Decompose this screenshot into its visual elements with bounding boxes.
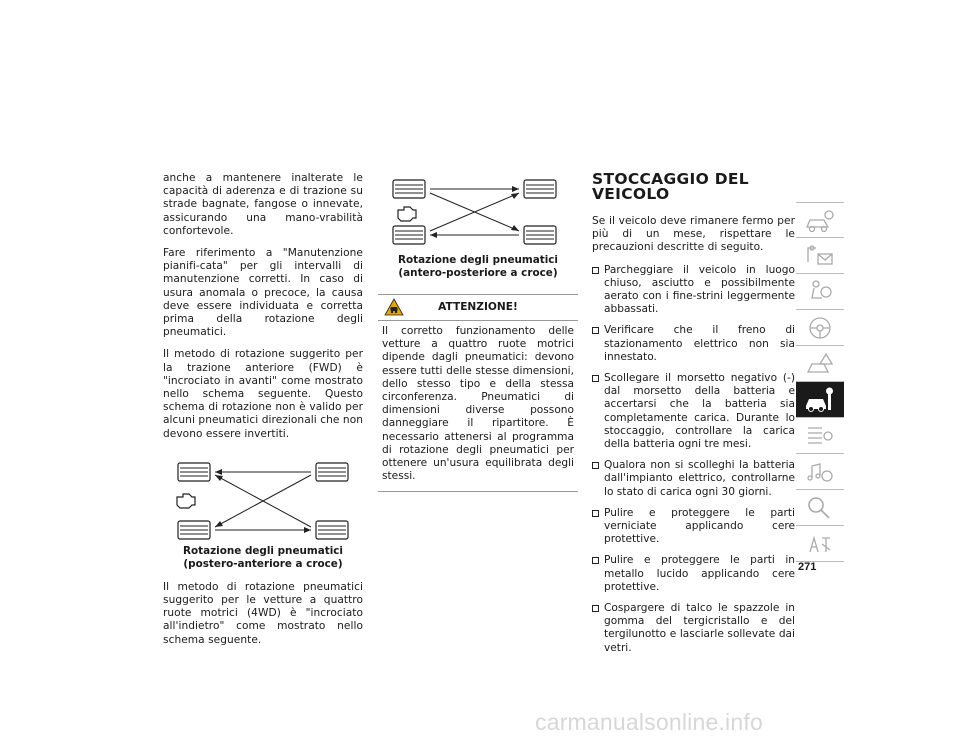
list-item: Scollegare il morsetto negativo (-) dal morsetto della batteria e accertarsi che la batteria sia completamente carica. Durante lo stoccaggio, controllare la carica della batteria ogni tre mesi. <box>592 372 795 451</box>
tab-service-maintenance[interactable] <box>796 382 844 418</box>
list-item: Pulire e proteggere le parti in metallo lucido applicando cere protettive. <box>592 554 795 594</box>
list-item: Pulire e proteggere le parti verniciate applicando cere protettive. <box>592 507 795 547</box>
spec-list-icon <box>804 422 836 450</box>
list-item: Qualora non si scolleghi la batteria dall'impianto elettrico, controllarne lo stato di carica ogni 30 giorni. <box>592 459 795 499</box>
tab-safety[interactable] <box>796 274 844 310</box>
music-navigation-icon <box>804 458 836 486</box>
tab-emergency[interactable] <box>796 346 844 382</box>
list-item: Cospargere di talco le spazzole in gomma del tergicristallo e del tergilunotto e lasciarle sollevate dai vetri. <box>592 602 795 655</box>
chapter-tabs <box>796 202 844 562</box>
checkbox-bullet-icon <box>592 557 599 564</box>
left-column <box>163 172 363 656</box>
page-number: 271 <box>798 561 817 573</box>
tab-messages[interactable] <box>796 238 844 274</box>
airbag-seat-icon <box>804 278 836 306</box>
paragraph: Il metodo di rotazione suggerito per la trazione anteriore (FWD) è "incrociato in avanti" come mostrato nello schema seguente. Questo schema di rotazione non è valido per alcuni pneumatici direzionali che non devono essere invertiti. <box>163 348 363 440</box>
paragraph: Fare riferimento a "Manutenzione pianifi-cata" per gli intervalli di manutenzione corretti. In caso di usura anomala o precoce, la causa deve essere individuata e corretta prima della rotazione degli pneumatici. <box>163 247 363 339</box>
paragraph: anche a mantenere inalterate le capacità di aderenza e di trazione su strade bagnate, fangose o innevate, assicurando una mano-vrabilità confortevole. <box>163 172 363 237</box>
car-service-wrench-icon <box>804 386 836 414</box>
tab-car-info[interactable] <box>796 202 844 238</box>
warning-header <box>378 295 578 321</box>
paragraph: Il metodo di rotazione pneumatici suggerito per le vetture a quattro ruote motrici (4WD) è "incrociato all'indietro" come mostrato nello schema seguente. <box>163 580 363 646</box>
checkbox-bullet-icon <box>592 327 599 334</box>
checkbox-bullet-icon <box>592 510 599 517</box>
tab-languages[interactable] <box>796 526 844 562</box>
tab-index[interactable] <box>796 490 844 526</box>
message-envelope-icon <box>804 242 836 270</box>
list-item: Verificare che il freno di stazionamento elettrico non sia innestato. <box>592 324 795 364</box>
paragraph: Se il veicolo deve rimanere fermo per più di un mese, rispettare le precauzioni descritte di seguito. <box>592 215 795 254</box>
tire-rotation-diagram-rear-cross <box>163 461 363 543</box>
tab-driving[interactable] <box>796 310 844 346</box>
languages-icon <box>804 530 836 558</box>
roadside-warning-icon <box>804 350 836 378</box>
steering-wheel-icon <box>804 314 836 342</box>
checkbox-bullet-icon <box>592 375 599 382</box>
diagram-caption: Rotazione degli pneumatici (postero-anteriore a croce) <box>183 544 343 570</box>
watermark: carmanualsonline.info <box>535 709 763 735</box>
tab-multimedia[interactable] <box>796 454 844 490</box>
warning-text: Il corretto funzionamento delle vetture a quattro ruote motrici dipende dagli pneumatici: devono essere tutti delle stesse dimensioni, dello stesso tipo e della stessa circonferenza. Pneumatici di dimensioni diverse possono danneggiare il ripartitore. È necessario attenersi al programma di rotazione degli pneumatici per ottenere un'usura equilibrata degli stessi. <box>382 325 574 483</box>
checkbox-bullet-icon <box>592 267 599 274</box>
magnifier-index-icon <box>804 494 836 522</box>
tire-rotation-diagram-front-cross <box>378 168 578 250</box>
warning-title: ATTENZIONE! <box>438 301 518 313</box>
checkbox-bullet-icon <box>592 605 599 612</box>
middle-column <box>378 168 578 492</box>
right-column <box>592 172 795 663</box>
section-heading: STOCCAGGIO DEL VEICOLO <box>592 170 749 203</box>
warning-box <box>378 294 578 492</box>
diagram-caption: Rotazione degli pneumatici (antero-posteriore a croce) <box>398 254 558 279</box>
tab-specifications[interactable] <box>796 418 844 454</box>
list-item: Parcheggiare il veicolo in luogo chiuso, asciutto e possibilmente aerato con i fine-strini leggermente abbassati. <box>592 264 795 317</box>
bullet-list <box>592 264 795 655</box>
car-info-icon <box>804 207 836 235</box>
checkbox-bullet-icon <box>592 462 599 469</box>
